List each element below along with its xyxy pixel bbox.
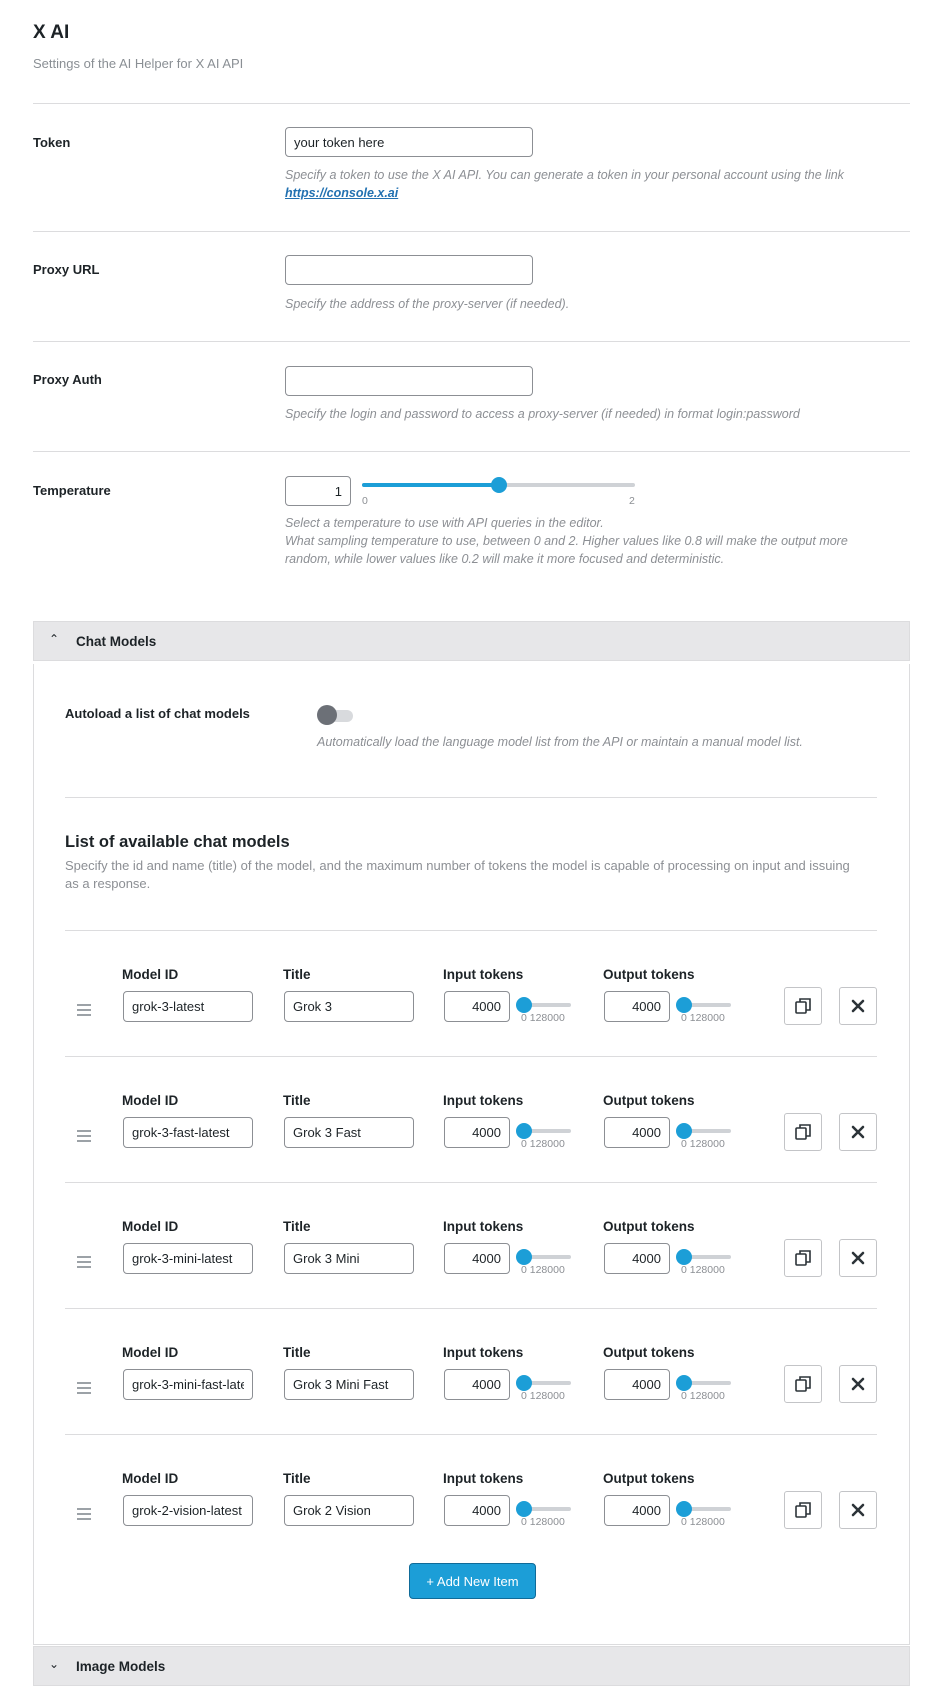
model-id-column-label: Model ID: [122, 1219, 179, 1234]
output-tokens-input[interactable]: [604, 991, 670, 1022]
image-models-panel-title: Image Models: [76, 1659, 166, 1674]
title-column-label: Title: [283, 1471, 311, 1486]
model-title-input[interactable]: [284, 991, 414, 1022]
proxy-auth-label: Proxy Auth: [33, 372, 102, 387]
divider: [33, 451, 910, 452]
temperature-slider-fill: [362, 483, 499, 487]
model-id-column-label: Model ID: [122, 1345, 179, 1360]
delete-button[interactable]: [839, 1365, 877, 1403]
console-link[interactable]: https://console.x.ai: [285, 186, 399, 200]
autoload-toggle[interactable]: [317, 705, 355, 725]
close-icon: [850, 1250, 866, 1266]
drag-handle-icon[interactable]: [77, 1508, 91, 1523]
row-divider: [65, 1056, 877, 1057]
copy-icon: [793, 1500, 813, 1520]
copy-button[interactable]: [784, 1491, 822, 1529]
page-title: X AI: [33, 22, 70, 43]
title-column-label: Title: [283, 967, 311, 982]
output-tokens-slider[interactable]: [684, 1003, 731, 1007]
delete-button[interactable]: [839, 1491, 877, 1529]
close-icon: [850, 998, 866, 1014]
temperature-slider[interactable]: [362, 483, 635, 487]
title-column-label: Title: [283, 1093, 311, 1108]
input-tokens-slider[interactable]: [524, 1129, 571, 1133]
proxy-auth-description: Specify the login and password to access a proxy-server (if needed) in format login:password: [285, 407, 800, 421]
proxy-url-description: Specify the address of the proxy-server (if needed).: [285, 297, 570, 311]
row-divider: [65, 930, 877, 931]
copy-button[interactable]: [784, 987, 822, 1025]
proxy-url-input[interactable]: [285, 255, 533, 285]
input-tokens-range-label: 0 128000: [521, 1138, 565, 1150]
output-tokens-column-label: Output tokens: [603, 1093, 695, 1108]
delete-button[interactable]: [839, 987, 877, 1025]
close-icon: [850, 1502, 866, 1518]
input-tokens-input[interactable]: [444, 1117, 510, 1148]
input-tokens-input[interactable]: [444, 1243, 510, 1274]
output-tokens-slider-thumb[interactable]: [676, 1249, 692, 1265]
row-divider: [65, 1434, 877, 1435]
temperature-description-line1: Select a temperature to use with API queries in the editor.: [285, 516, 604, 530]
model-id-input[interactable]: [123, 991, 253, 1022]
output-tokens-slider-thumb[interactable]: [676, 1123, 692, 1139]
output-tokens-column-label: Output tokens: [603, 1345, 695, 1360]
output-tokens-slider[interactable]: [684, 1381, 731, 1385]
autoload-toggle-knob: [317, 705, 337, 725]
delete-button[interactable]: [839, 1239, 877, 1277]
output-tokens-range-label: 0 128000: [681, 1138, 725, 1150]
model-id-input[interactable]: [123, 1243, 253, 1274]
model-id-column-label: Model ID: [122, 1093, 179, 1108]
drag-handle-icon[interactable]: [77, 1130, 91, 1145]
output-tokens-slider[interactable]: [684, 1507, 731, 1511]
input-tokens-input[interactable]: [444, 1369, 510, 1400]
model-title-input[interactable]: [284, 1495, 414, 1526]
output-tokens-slider[interactable]: [684, 1129, 731, 1133]
proxy-url-label: Proxy URL: [33, 262, 100, 277]
input-tokens-range-label: 0 128000: [521, 1390, 565, 1402]
input-tokens-column-label: Input tokens: [443, 1093, 524, 1108]
temperature-label: Temperature: [33, 483, 111, 498]
temperature-max-label: 2: [629, 495, 635, 507]
row-divider: [65, 1308, 877, 1309]
temperature-description: [285, 514, 885, 568]
input-tokens-slider-thumb[interactable]: [516, 1375, 532, 1391]
token-label: Token: [33, 135, 71, 150]
input-tokens-slider-thumb[interactable]: [516, 1501, 532, 1517]
input-tokens-column-label: Input tokens: [443, 1219, 524, 1234]
input-tokens-slider-thumb[interactable]: [516, 1249, 532, 1265]
output-tokens-input[interactable]: [604, 1117, 670, 1148]
model-title-input[interactable]: [284, 1117, 414, 1148]
output-tokens-slider-thumb[interactable]: [676, 1375, 692, 1391]
input-tokens-slider[interactable]: [524, 1381, 571, 1385]
input-tokens-input[interactable]: [444, 991, 510, 1022]
row-divider: [65, 1182, 877, 1183]
output-tokens-input[interactable]: [604, 1243, 670, 1274]
temperature-min-label: 0: [362, 495, 368, 507]
model-id-input[interactable]: [123, 1495, 253, 1526]
output-tokens-column-label: Output tokens: [603, 1471, 695, 1486]
input-tokens-slider-thumb[interactable]: [516, 1123, 532, 1139]
input-tokens-input[interactable]: [444, 1495, 510, 1526]
drag-handle-icon[interactable]: [77, 1004, 91, 1019]
input-tokens-slider-thumb[interactable]: [516, 997, 532, 1013]
title-column-label: Title: [283, 1219, 311, 1234]
chevron-down-icon: ⌄: [49, 1657, 60, 1671]
output-tokens-slider-thumb[interactable]: [676, 997, 692, 1013]
page-subtitle: Settings of the AI Helper for X AI API: [33, 56, 244, 71]
drag-handle-icon[interactable]: [77, 1382, 91, 1397]
output-tokens-column-label: Output tokens: [603, 967, 695, 982]
model-id-column-label: Model ID: [122, 967, 179, 982]
temperature-input[interactable]: [285, 476, 351, 506]
input-tokens-slider[interactable]: [524, 1507, 571, 1511]
input-tokens-range-label: 0 128000: [521, 1012, 565, 1024]
temperature-description-line2: What sampling temperature to use, between 0 and 2. Higher values like 0.8 will make the output more random, while lower values like 0.2 will make it more focused and deterministic.: [285, 534, 848, 566]
autoload-description: Automatically load the language model list from the API or maintain a manual model list.: [317, 735, 803, 749]
output-tokens-range-label: 0 128000: [681, 1012, 725, 1024]
input-tokens-range-label: 0 128000: [521, 1264, 565, 1276]
output-tokens-slider[interactable]: [684, 1255, 731, 1259]
output-tokens-slider-thumb[interactable]: [676, 1501, 692, 1517]
input-tokens-column-label: Input tokens: [443, 1345, 524, 1360]
output-tokens-input[interactable]: [604, 1495, 670, 1526]
divider: [33, 231, 910, 232]
copy-icon: [793, 1122, 813, 1142]
output-tokens-range-label: 0 128000: [681, 1390, 725, 1402]
input-tokens-slider[interactable]: [524, 1255, 571, 1259]
output-tokens-range-label: 0 128000: [681, 1264, 725, 1276]
temperature-slider-thumb[interactable]: [491, 477, 507, 493]
autoload-label: Autoload a list of chat models: [65, 706, 250, 721]
chat-models-panel-title: Chat Models: [76, 634, 157, 649]
chat-models-panel-header[interactable]: [33, 621, 910, 661]
input-tokens-column-label: Input tokens: [443, 967, 524, 982]
model-id-input[interactable]: [123, 1117, 253, 1148]
input-tokens-range-label: 0 128000: [521, 1516, 565, 1528]
chat-models-list-description: Specify the id and name (title) of the model, and the maximum number of tokens the model is capable of processing on input and issuing as a response.: [65, 858, 850, 891]
chevron-up-icon: ⌃: [49, 632, 60, 646]
divider: [33, 103, 910, 104]
drag-handle-icon[interactable]: [77, 1256, 91, 1271]
token-input[interactable]: [285, 127, 533, 157]
copy-icon: [793, 996, 813, 1016]
delete-button[interactable]: [839, 1113, 877, 1151]
copy-icon: [793, 1248, 813, 1268]
close-icon: [850, 1376, 866, 1392]
input-tokens-column-label: Input tokens: [443, 1471, 524, 1486]
image-models-panel-header[interactable]: [33, 1646, 910, 1686]
token-description: [285, 166, 885, 202]
model-id-input[interactable]: [123, 1369, 253, 1400]
output-tokens-column-label: Output tokens: [603, 1219, 695, 1234]
title-column-label: Title: [283, 1345, 311, 1360]
close-icon: [850, 1124, 866, 1140]
model-title-input[interactable]: [284, 1369, 414, 1400]
copy-button[interactable]: [784, 1239, 822, 1277]
proxy-auth-input[interactable]: [285, 366, 533, 396]
output-tokens-input[interactable]: [604, 1369, 670, 1400]
output-tokens-range-label: 0 128000: [681, 1516, 725, 1528]
model-title-input[interactable]: [284, 1243, 414, 1274]
token-description-text: Specify a token to use the X AI API. You can generate a token in your personal account using the link: [285, 168, 844, 182]
divider: [65, 797, 877, 798]
add-new-item-button[interactable]: + Add New Item: [409, 1563, 536, 1599]
copy-button[interactable]: [784, 1113, 822, 1151]
copy-icon: [793, 1374, 813, 1394]
chat-models-list-title: List of available chat models: [65, 833, 290, 851]
input-tokens-slider[interactable]: [524, 1003, 571, 1007]
copy-button[interactable]: [784, 1365, 822, 1403]
model-id-column-label: Model ID: [122, 1471, 179, 1486]
divider: [33, 341, 910, 342]
